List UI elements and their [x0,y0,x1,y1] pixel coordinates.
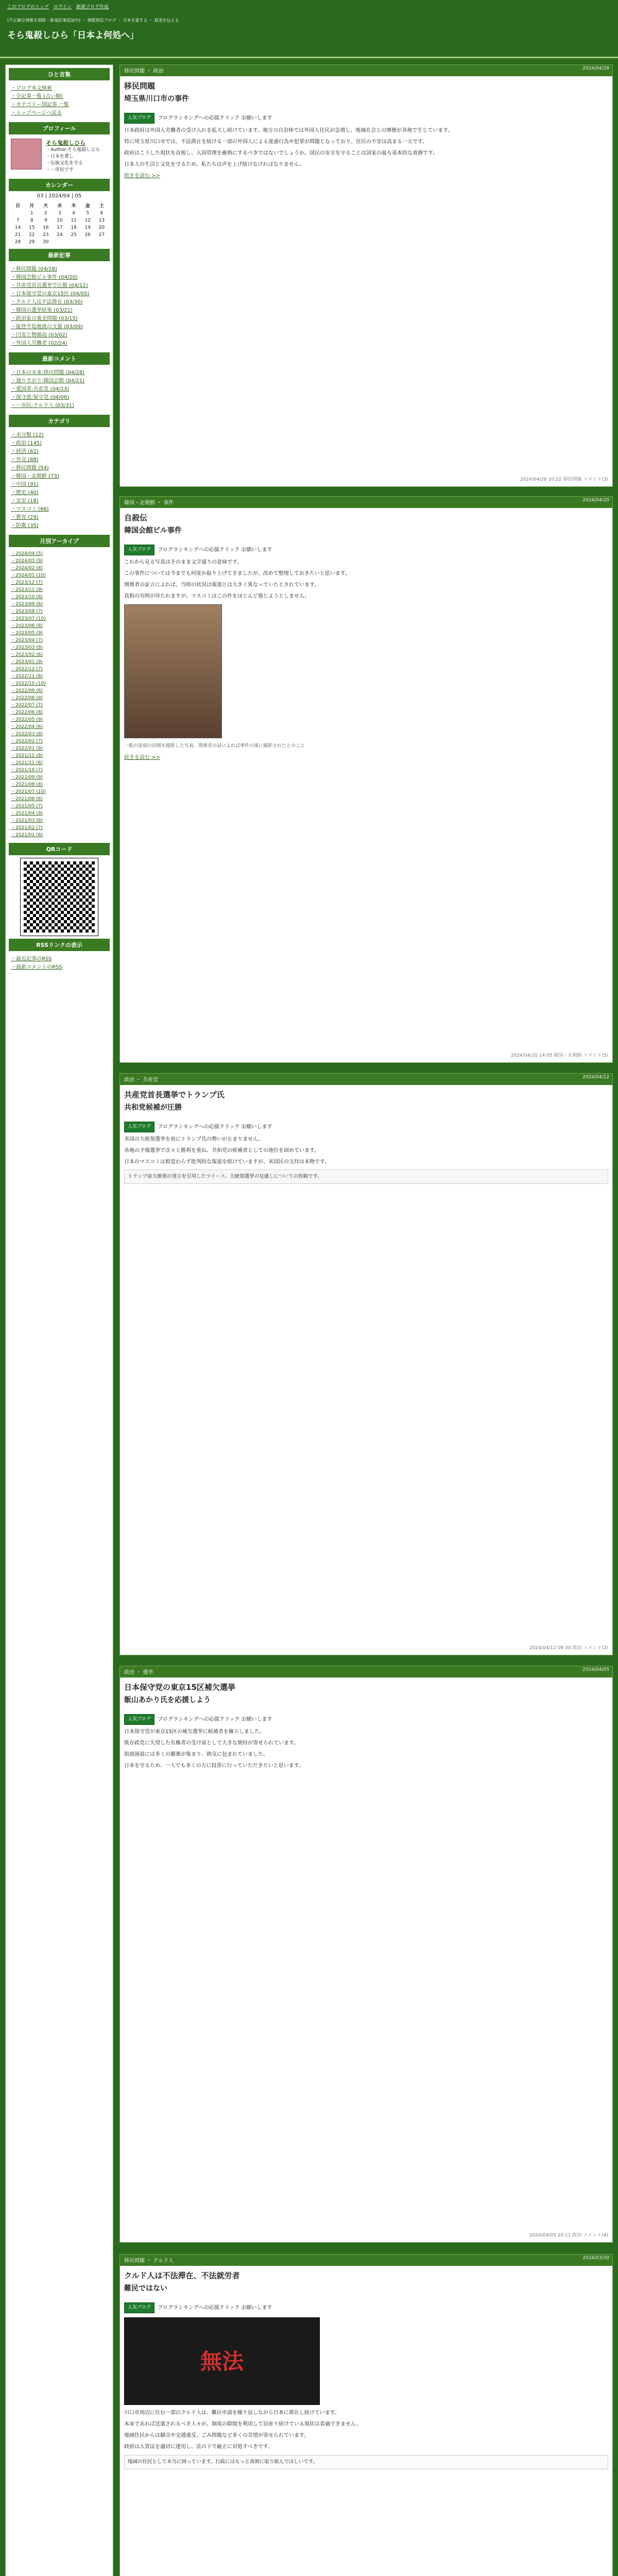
recent-entry-link[interactable]: ・能登半島地震の支援 (03/09) [11,324,83,330]
category-link[interactable]: ・経済 (62) [11,449,39,454]
category-link[interactable]: ・防衛 (35) [11,523,39,529]
entry-title[interactable]: 移民問題 [124,81,156,91]
ranking-banner [124,113,608,124]
entry-paragraph: 街頭演説には多くの聴衆が集まり、熱気に包まれていました。 [124,1752,268,1757]
calendar-day[interactable]: 24 [57,232,63,238]
calendar-day [11,210,25,217]
entry-comment: 地域の住民として本当に困っています。行政にはもっと真剣に取り組んでほしいです。 [124,2455,608,2469]
read-more-link[interactable]: 続きを読む >> [124,173,160,179]
sidebar-search-title: ひと言集 [9,68,110,80]
category-link[interactable]: ・歴史 (40) [11,490,39,496]
sidebar-search-item[interactable]: ・カテゴリー別記事 一覧 [11,102,69,108]
archive-link[interactable]: ・2021/05 (7) [11,804,43,809]
archive-link[interactable]: ・2024/01 (10) [11,573,46,578]
entry-category[interactable]: 政治 ・ 選挙 [120,1666,612,1677]
entry-subtitle: 埼玉県川口市の事件 [124,95,189,103]
archive-link[interactable]: ・2021/01 (6) [11,833,43,838]
archive-link[interactable]: ・2021/08 (8) [11,782,43,787]
entry-date: 2024/04/05 [582,1667,609,1672]
category-link[interactable]: ・中国 (91) [11,482,39,487]
archive-link[interactable]: ・2021/09 (9) [11,775,43,780]
category-link[interactable]: ・外交 (88) [11,457,39,463]
rss-link[interactable]: ・最新コメントのRSS [11,964,62,970]
calendar-day[interactable]: 2 [44,211,47,216]
recent-comment-link[interactable]: ・一市民:クルド人 (03/31) [11,403,74,409]
rss-link[interactable]: ・最近記事のRSS [11,956,52,962]
archive-link[interactable]: ・2022/09 (6) [11,688,43,693]
calendar-day[interactable]: 1 [30,211,33,216]
photo-caption: 一般の家庭の居間を撮影した写真、関係者の話によれば事件の後に撮影されたとのこと [124,743,305,749]
recent-entry-link[interactable]: ・クルド人は不法滞在 (03/30) [11,299,83,305]
entry-footer: 2024/04/05 20:11 政治 コメント(4) [529,2233,608,2238]
calendar-table [11,201,109,246]
calendar-day[interactable]: 22 [28,232,35,238]
calendar-day[interactable]: 16 [43,225,49,230]
archive-link[interactable]: ・2022/04 (6) [11,724,43,730]
ranking-banner [124,2302,608,2313]
entry-paragraph: 政府はこうした現状を直視し、入国管理を厳格にするべきではないでしょうか。国民の安全を守ることは国家の最も基本的な責務です。 [124,150,438,156]
archive-link[interactable]: ・2022/05 (9) [11,717,43,722]
site-title[interactable]: そら鬼殺しひら「日本よ何処へ」 [7,30,139,41]
archive-link[interactable]: ・2022/02 (7) [11,739,43,744]
archive-link[interactable]: ・2022/12 (7) [11,667,43,672]
profile-name[interactable]: そら鬼殺しひら [46,140,85,146]
ranking-banner [124,1122,608,1132]
ranking-text: ブログランキングへの応援クリック お願いします [158,2305,272,2311]
read-more-link[interactable]: 続きを読む >> [124,755,160,760]
calendar-day[interactable]: 10 [57,218,63,223]
profile-line: ・日本を愛し [46,154,74,159]
entry-paragraph: これから見る写真はそのまま文字通りの意味です。 [124,560,243,565]
ranking-badge[interactable]: 人気ブログ [124,1122,154,1132]
calendar-day[interactable]: 9 [44,218,47,223]
entry-paragraph: 日本保守党が東京15区の補欠選挙に候補者を擁立しました。 [124,1729,265,1735]
ranking-text: ブログランキングへの応援クリック お願いします [158,115,272,121]
nav-login-link[interactable]: ログイン [53,5,72,10]
recent-comment-link[interactable]: ・愛国者:共産党 (04/13) [11,386,70,392]
sidebar-qr-title: QRコード [9,843,110,855]
calendar-day[interactable]: 21 [14,232,21,238]
entry-subtitle: 飯山あかり氏を応援しよう [124,1696,211,1704]
calendar-day[interactable]: 20 [98,225,105,230]
ranking-banner [124,545,608,555]
calendar-day[interactable]: 27 [98,232,105,238]
entry-date: 2024/04/28 [582,66,609,71]
profile-block [6,137,113,176]
calendar-day[interactable]: 7 [16,218,20,223]
calendar-day[interactable]: 6 [100,211,104,216]
archive-link[interactable]: ・2023/10 (8) [11,595,43,600]
entry-body [120,2297,612,2476]
calendar-day [95,239,109,246]
calendar-day[interactable]: 3 [58,211,61,216]
calendar-day[interactable]: 23 [43,232,49,238]
entry-paragraph: 既存政党に失望した有権者の受け皿として大きな期待が寄せられています。 [124,1740,299,1746]
ranking-badge[interactable]: 人気ブログ [124,113,154,124]
entry-body [120,539,612,764]
category-link[interactable]: ・未分類 (12) [11,432,44,438]
sidebar [5,64,113,2576]
archive-link[interactable]: ・2023/08 (7) [11,609,43,614]
entry-category[interactable]: 韓国・北朝鮮 ・ 事件 [120,497,612,508]
calendar-weekday: 水 [57,204,62,209]
entry-paragraph: 日本政府は外国人労働者の受け入れを拡大し続けています。地方の自治体では外国人住民が急増し、地域社会との摩擦が各地で生じています。 [124,128,453,133]
category-link[interactable]: ・政治 (145) [11,440,42,446]
entry-date: 2024/04/20 [582,498,609,503]
archive-link[interactable]: ・2023/07 (10) [11,616,46,621]
calendar-day [67,239,81,246]
entry-paragraph: 日本を守るため、一人でも多くの方に投票に行っていただきたいと思います。 [124,1763,304,1769]
recent-entry-link[interactable]: ・政治家の裏金問題 (03/15) [11,316,78,321]
archive-link[interactable]: ・2024/03 (9) [11,558,43,564]
archive-link[interactable]: ・2021/12 (8) [11,753,43,758]
ranking-badge[interactable]: 人気ブログ [124,2302,154,2313]
entry-category[interactable]: 移民問題 ・ クルド人 [120,2255,612,2266]
calendar-day[interactable]: 4 [72,211,75,216]
archive-link[interactable]: ・2021/10 (7) [11,768,43,773]
header-divider [0,57,618,58]
rss-list [6,953,113,973]
archive-link[interactable]: ・2022/11 (8) [11,674,43,679]
blog-entry [119,1073,613,1655]
calendar-weekday: 金 [85,204,90,209]
calendar-day[interactable]: 26 [84,232,91,238]
entry-paragraph: 本来であれば送還されるべき人々が、制度の隙間を利用して居座り続けている現状は看過できません。 [124,2421,362,2427]
calendar-weekday: 月 [29,204,35,209]
profile-line: ・Author:そら鬼殺しひら [46,147,100,152]
recent-entry-link[interactable]: ・外国人労働者 (02/24) [11,341,67,346]
entry-footer: 2024/04/28 10:22 移民問題 コメント(3) [520,477,608,482]
entry-title[interactable]: クルド人は不法滞在、不法就労者 [124,2271,240,2280]
calendar-day[interactable]: 25 [71,232,77,238]
recent-entry-link[interactable]: ・円安と物価高 (03/02) [11,332,67,338]
entry-paragraph: 各地の予備選挙で次々と勝利を重ね、共和党の候補者としての地位を固めています。 [124,1148,320,1154]
entry-paragraph: 地域住民からは騒音や交通違反、ごみ問題など多くの苦情が寄せられています。 [124,2433,310,2438]
sidebar-comments-title: 最新コメント [9,352,110,365]
archive-list [6,549,113,840]
ranking-text: ブログランキングへの応援クリック お願いします [158,1124,272,1130]
sidebar-calendar-title: カレンダー [9,179,110,191]
entry-paragraph: 政府は入管法を適切に運用し、法の下で厳正に対処すべきです。 [124,2444,273,2450]
archive-link[interactable]: ・2023/02 (6) [11,652,43,657]
calendar-weekday: 日 [15,204,21,209]
archive-link[interactable]: ・2024/02 (8) [11,566,43,571]
recent-comment-link[interactable]: ・日本の未来:移民問題 (04/28) [11,370,85,376]
profile-line: ・一市民です [46,167,74,173]
header-navlinks [7,3,112,10]
recent-entry-link[interactable]: ・共産党首長選挙で圧勝 (04/12) [11,283,88,289]
calendar-day[interactable]: 11 [71,218,77,223]
entry-body [120,108,612,182]
calendar-weekday: 火 [43,204,48,209]
entry-category[interactable]: 移民問題 ・ 政治 [120,65,612,76]
sidebar-search-list [6,82,113,119]
archive-link[interactable]: ・2023/06 (8) [11,623,43,629]
entry-date: 2024/04/12 [582,1075,609,1080]
category-link[interactable]: ・移民問題 (54) [11,465,49,471]
archive-link[interactable]: ・2021/07 (10) [11,789,46,794]
archive-link[interactable]: ・2023/03 (8) [11,645,43,650]
archive-link[interactable]: ・2023/11 (9) [11,587,43,592]
entry-category[interactable]: 政治 ・ 共産党 [120,1074,612,1085]
ranking-text: ブログランキングへの応援クリック お願いします [158,1717,272,1722]
entry-footer: 2024/04/20 14:05 韓国・北朝鮮 コメント(5) [510,1053,608,1058]
calendar-day[interactable]: 14 [14,225,21,230]
entry-paragraph: 川口市周辺に住む一部のクルド人は、難民申請を繰り返しながら日本に滞在し続けています。 [124,2410,340,2416]
ranking-badge[interactable]: 人気ブログ [124,545,154,555]
recent-entries-list [6,263,113,349]
qr-code-image [21,858,98,936]
sidebar-categories-title: カテゴリ [9,415,110,427]
blog-entry [119,64,613,487]
archive-link[interactable]: ・2022/08 (9) [11,696,43,701]
archive-link[interactable]: ・2021/11 (6) [11,760,43,766]
recent-entry-link[interactable]: ・移民問題 (04/28) [11,266,57,272]
sidebar-search-item[interactable]: ・全記事一覧 (古い順) [11,94,63,99]
ranking-badge[interactable]: 人気ブログ [124,1714,154,1725]
header-subnav: (不正確な情報を削除・新規記事追加中) ・ 情報発信ブログ ・ 日本を愛する ・ 真実を伝える [7,18,179,23]
entry-paragraph: 日本のマスコミは相変わらず批判的な報道を続けていますが、米国民の支持は本物です。 [124,1159,330,1165]
recent-comments-list [6,367,113,412]
ranking-banner [124,1714,608,1725]
entry-paragraph: この事件については今までも何度か取り上げてきましたが、改めて整理しておきたいと思います。 [124,571,350,577]
sidebar-search-item[interactable]: ・ブログ本文検索 [11,86,52,91]
categories-list [6,429,113,532]
calendar-day [53,239,66,246]
calendar-day[interactable]: 5 [86,211,90,216]
blog-entry [119,2254,613,2576]
archive-link[interactable]: ・2024/04 (5) [11,551,43,556]
calendar-day[interactable]: 17 [57,225,63,230]
archive-link[interactable]: ・2023/12 (7) [11,580,43,585]
recent-entry-link[interactable]: ・日本保守党の東京15区 (04/05) [11,291,90,297]
category-link[interactable]: ・マスコミ (66) [11,506,49,512]
recent-entry-link[interactable]: ・韓国会館ビル事件 (04/20) [11,275,78,280]
entry-subtitle: 韓国会館ビル事件 [124,527,182,535]
sidebar-rss-title: RSSリンクの表示 [9,939,110,951]
calendar-day[interactable]: 13 [98,218,105,223]
entry-date: 2024/03/30 [582,2256,609,2261]
calendar-day[interactable]: 19 [84,225,91,230]
sidebar-profile-title: プロフィール [9,122,110,134]
avatar[interactable] [11,139,42,170]
recent-comment-link[interactable]: ・通りすがり:韓国会館 (04/21) [11,378,85,384]
nav-top-link[interactable]: このブログのトップ [7,5,49,10]
site-header [0,0,618,61]
entry-paragraph: 米国の大統領選挙を前にトランプ氏の勢いが止まりません。 [124,1137,264,1142]
entry-subtitle: 難民ではない [124,2284,167,2293]
calendar-day[interactable]: 28 [14,240,21,245]
category-link[interactable]: ・教育 (29) [11,515,39,520]
archive-link[interactable]: ・2023/09 (6) [11,602,43,607]
sidebar-recent-title: 最新記事 [9,249,110,261]
entry-paragraph: 真相の究明が待たれますが、マスコミはこの件をほとんど報じようとしません。 [124,594,310,599]
entry-paragraph: 日本人の生活と文化を守るため、私たちは声を上げ続けなければなりません。 [124,162,305,167]
category-link[interactable]: ・韓国・北朝鮮 (73) [11,473,59,479]
archive-link[interactable]: ・2021/03 (8) [11,818,43,823]
calendar-day [81,239,95,246]
archive-link[interactable]: ・2023/01 (9) [11,659,43,665]
entry-subtitle: 共和党候補が圧勝 [124,1104,182,1112]
archive-link[interactable]: ・2022/01 (9) [11,746,43,751]
archive-link[interactable]: ・2022/10 (10) [11,681,46,686]
calendar-month[interactable]: 03 | 2024/04 | 05 [37,193,82,199]
entry-banner-image: 無法 [124,2317,320,2405]
calendar-day[interactable]: 12 [84,218,91,223]
entry-footer: 2024/04/12 09:30 政治 コメント(2) [529,1646,608,1651]
main-content [119,64,613,2576]
archive-link[interactable]: ・2021/02 (7) [11,825,43,831]
calendar-day[interactable]: 29 [28,240,35,245]
profile-line: ・伝統文化を守る [46,161,83,166]
entry-body [120,1709,612,1775]
sidebar-search-item[interactable]: ・トップページへ戻る [11,110,62,116]
embedded-tweet[interactable]: トランプ前大統領の発言を引用したツイート。大統領選挙の見通しについての投稿です。 [124,1170,608,1184]
archive-link[interactable]: ・2021/04 (9) [11,811,43,816]
calendar-weekday: 木 [71,204,76,209]
sidebar-archive-title: 月別アーカイブ [9,535,110,547]
blog-entry [119,1666,613,2243]
archive-link[interactable]: ・2021/06 (6) [11,796,43,802]
entry-title[interactable]: 自殺伝 [124,513,148,522]
archive-link[interactable]: ・2022/03 (8) [11,732,43,737]
ranking-text: ブログランキングへの応援クリック お願いします [158,547,272,553]
calendar-day[interactable]: 8 [30,218,33,223]
archive-link[interactable]: ・2022/07 (7) [11,703,43,708]
recent-comment-link[interactable]: ・保守派:保守党 (04/06) [11,395,70,400]
archive-link[interactable]: ・2023/05 (9) [11,631,43,636]
calendar-day[interactable]: 15 [28,225,35,230]
archive-link[interactable]: ・2023/04 (7) [11,638,43,643]
entry-title[interactable]: 共産党首長選挙でトランプ氏 [124,1090,225,1099]
entry-title[interactable]: 日本保守党の東京15区補欠選挙 [124,1683,235,1692]
calendar-day[interactable]: 30 [43,240,49,245]
category-link[interactable]: ・皇室 (18) [11,498,39,504]
blog-entry [119,496,613,1063]
entry-photo [124,604,222,738]
archive-link[interactable]: ・2022/06 (8) [11,710,43,715]
calendar-weekday: 土 [99,204,104,209]
calendar-day[interactable]: 18 [71,225,77,230]
profile-lines [46,147,100,174]
entry-paragraph: 関係者の証言によれば、当時の状況は報道とは大きく異なっていたとされています。 [124,582,320,588]
nav-new-blog-link[interactable]: 新規ブログ作成 [76,5,109,10]
recent-entry-link[interactable]: ・韓国の選挙結果 (03/21) [11,308,73,313]
entry-body [120,1116,612,1189]
entry-paragraph: 特に埼玉県川口市では、不法滞在を続ける一部の外国人による迷惑行為や犯罪が問題となっており、住民の不安は高まる一方です。 [124,139,428,145]
